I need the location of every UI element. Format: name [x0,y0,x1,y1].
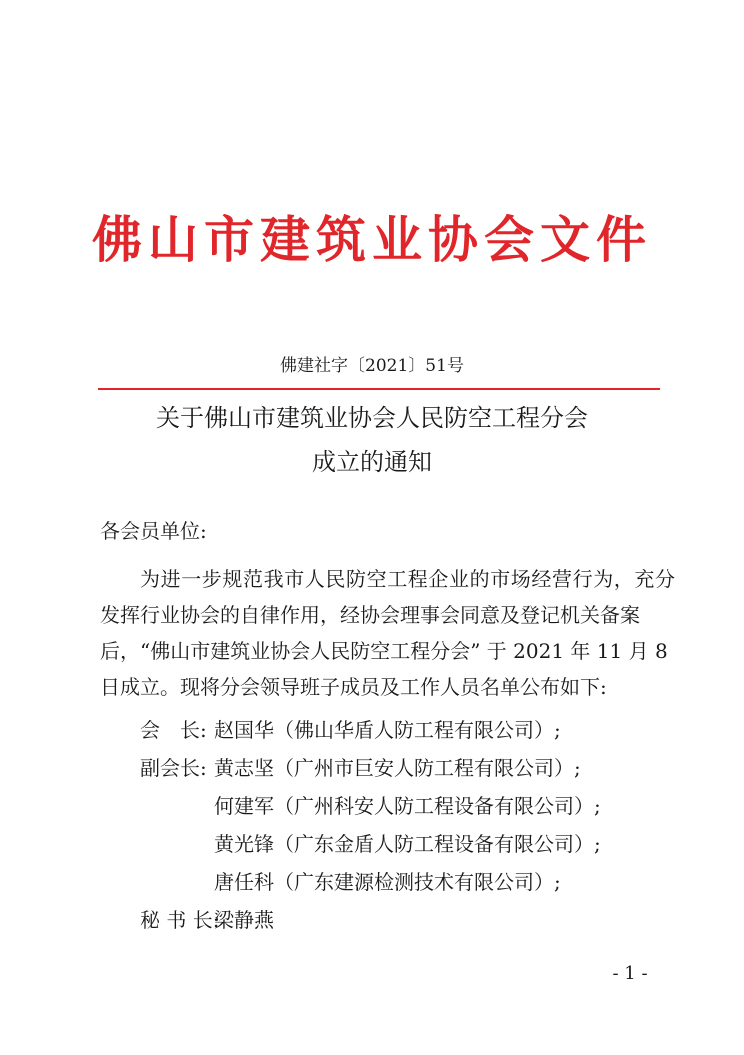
secretary-general-label: 秘 书 长: [140,908,220,932]
vice-president-label: 副会长: [140,756,207,780]
vice-president-entry: 黄志坚（广州市巨安人防工程有限公司）; [214,756,581,780]
body-line-2: 发挥行业协会的自律作用，经协会理事会同意及登记机关备案 [100,603,640,627]
vice-president-entry: 黄光锋（广东金盾人防工程设备有限公司）; [214,832,601,856]
page-number: - 1 - [612,963,648,984]
document-number: 佛建社字〔2021〕51号 [280,356,464,376]
document-header-title: 佛山市建筑业协会文件 [92,210,652,269]
president-entry: 赵国华（佛山华盾人防工程有限公司）; [214,718,561,742]
body-line-4: 日成立。现将分会领导班子成员及工作人员名单公布如下: [100,675,607,699]
salutation: 各会员单位: [100,519,207,543]
notice-title-line-2: 成立的通知 [312,448,432,476]
president-label: 会 长: [140,718,207,742]
body-line-3: 后，“佛山市建筑业协会人民防空工程分会” 于 2021 年 11 月 8 [100,639,668,663]
red-divider-line [98,388,660,390]
body-line-1: 为进一步规范我市人民防空工程企业的市场经营行为，充分 [140,567,676,591]
vice-president-entry: 何建军（广州科安人防工程设备有限公司）; [214,794,601,818]
vice-president-entry: 唐任科（广东建源检测技术有限公司）; [214,870,561,894]
secretary-general-entry: 梁静燕 [214,908,274,932]
notice-title-line-1: 关于佛山市建筑业协会人民防空工程分会 [156,404,588,432]
